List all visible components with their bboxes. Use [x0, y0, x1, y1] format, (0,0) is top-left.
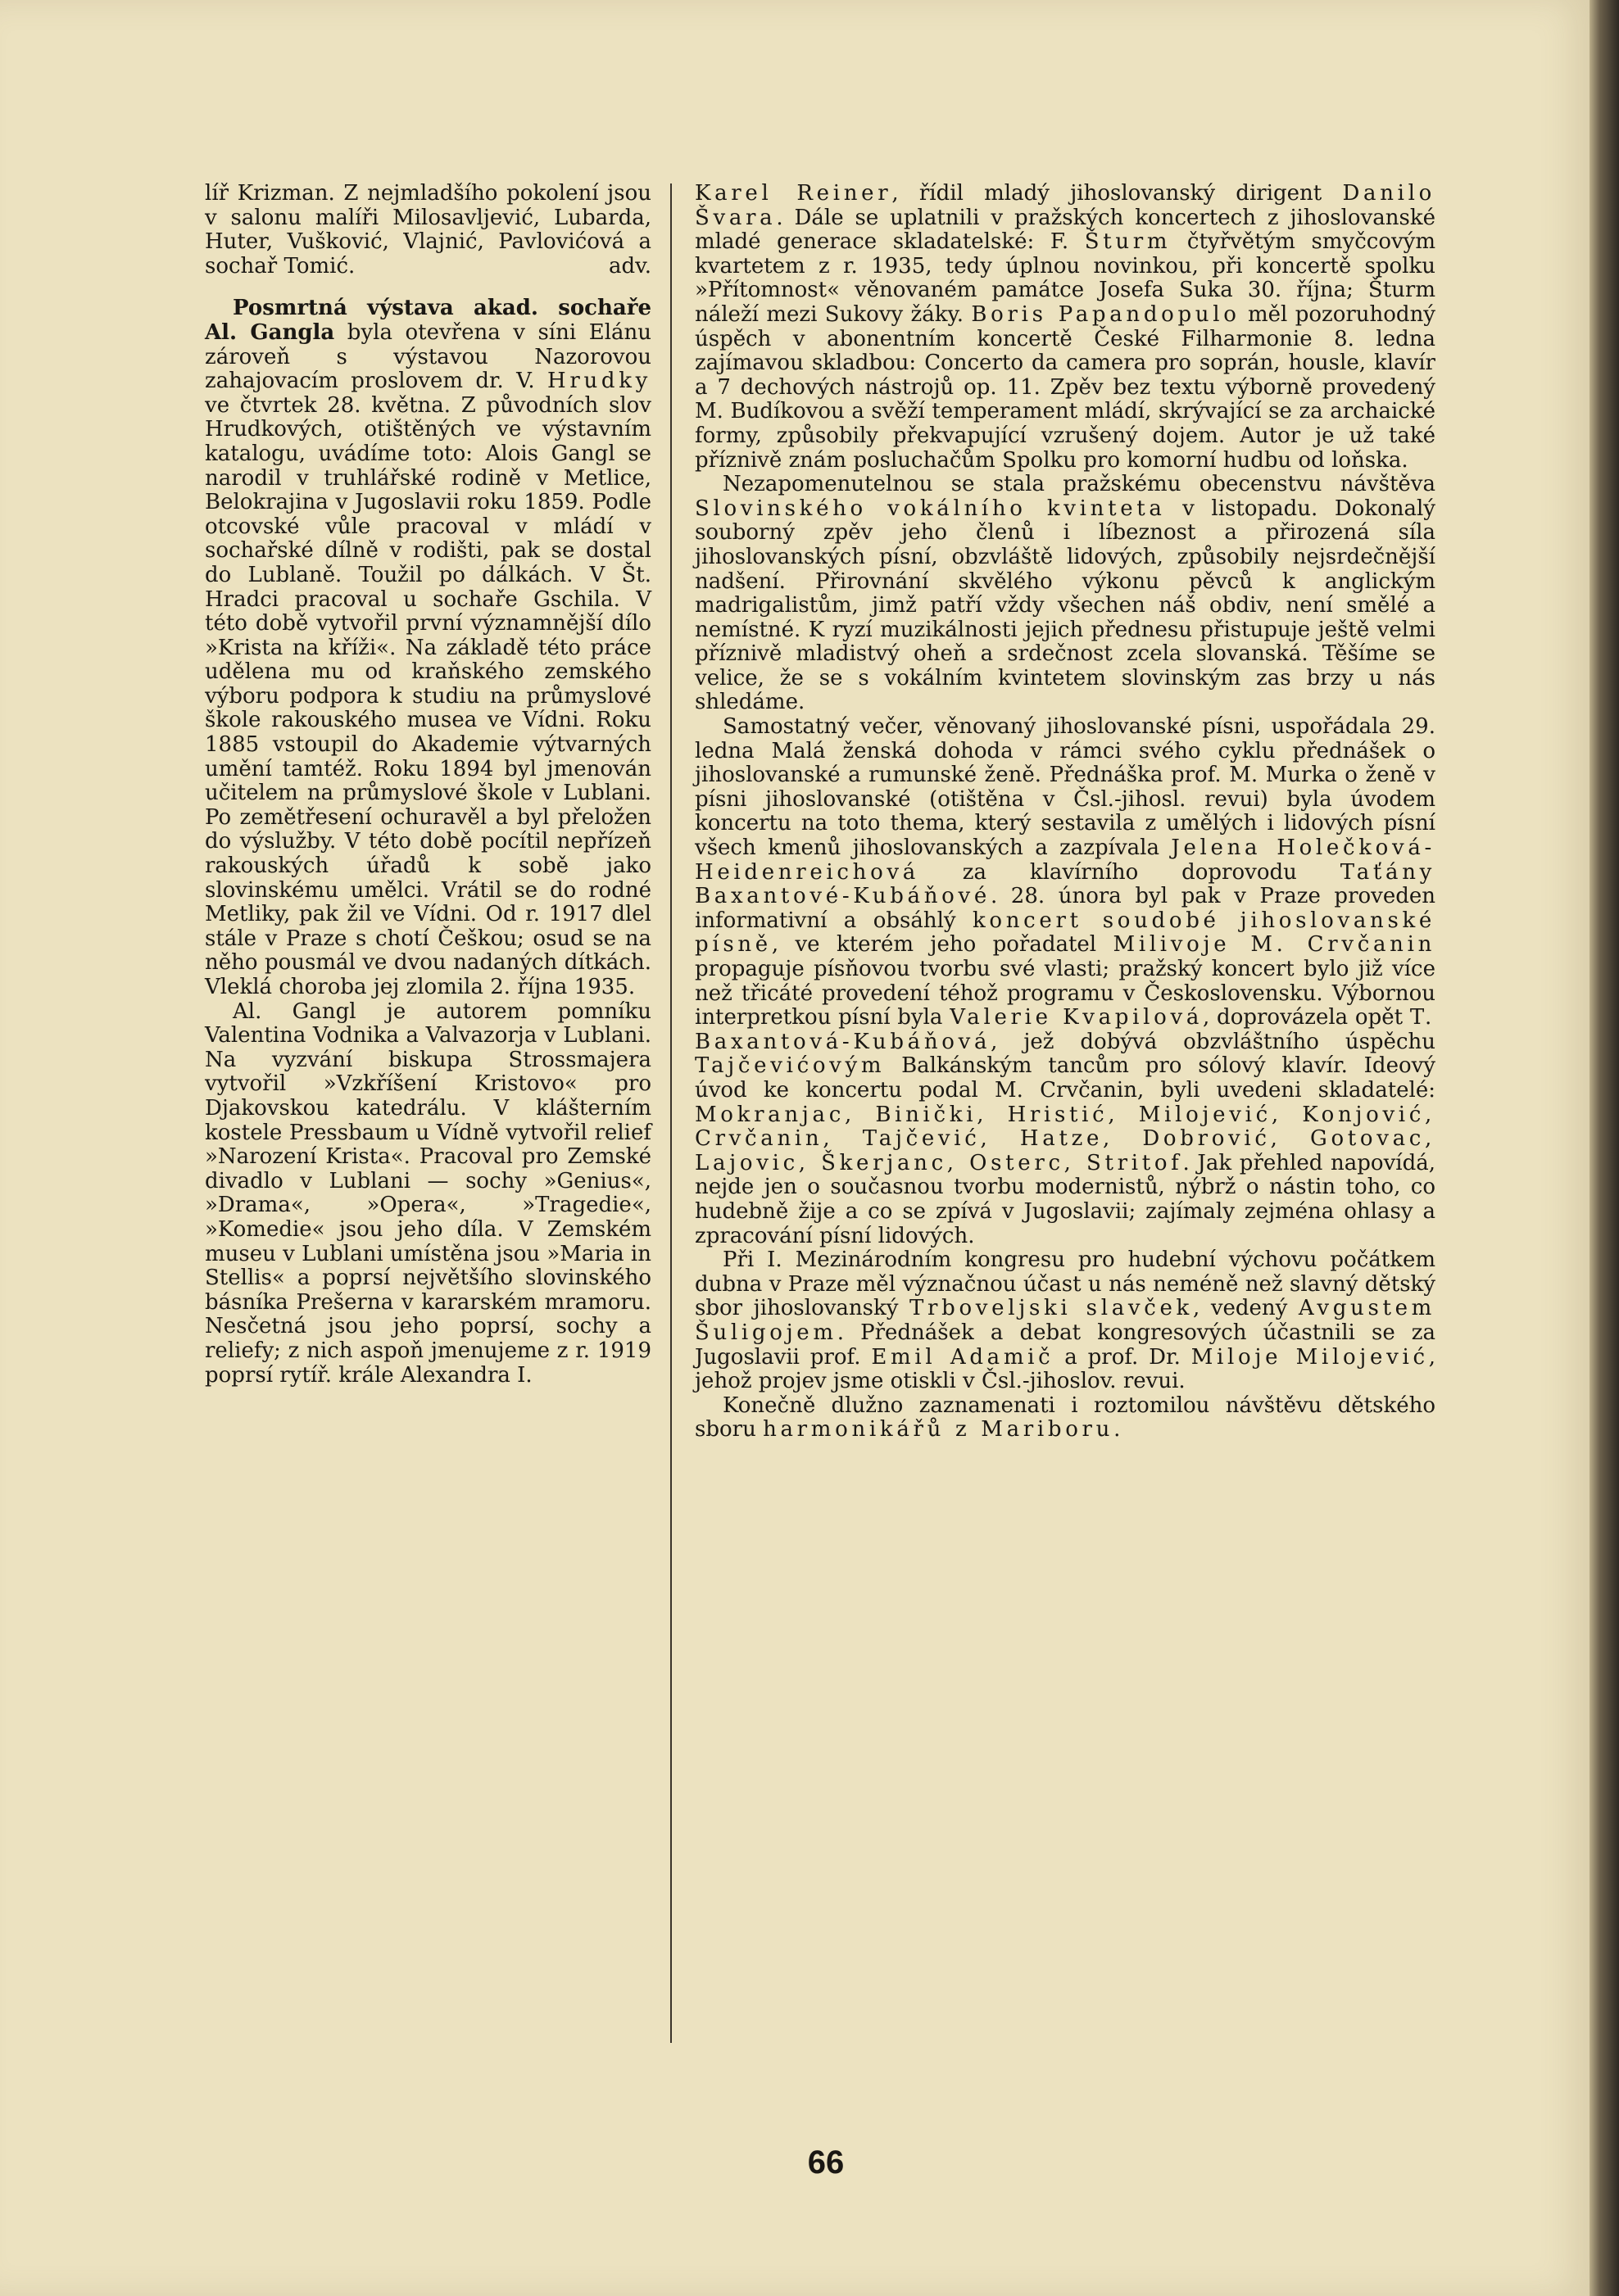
paragraph-song-evening: Samostatný večer, věnovaný jihoslovanské písni, uspořádala 29. ledna Malá ženská dohoda v rámci svého cyklu přednášek o jihoslovanské a rumunské ženě. Přednáška prof. M. Murka o ženě v písni jihoslovanské (otištěna v Čsl.-jihosl. revui) byla úvodem koncertu na toto thema, který sestavila z umělých i lidových písní všech kmenů jihoslovanských a zazpívala Jelena Holečková-Heidenreichová za klavírního doprovodu Taťány Baxantové-Kubáňové. 28. února byl pak v Praze proveden informativní a obsáhlý koncert soudobé jihoslovanské písně, ve kterém jeho pořadatel Milivoje M. Crvčanin propaguje písňovou tvorbu své vlasti; pražský koncert bylo již více než třicáté provedení téhož programu v Československu. Výbornou interpretkou písní byla Valerie Kvapilová, doprovázela opět T. Baxantová-Kubáňová, jež dobývá obzvláštního úspěchu Tajčevićovým Balkánským tancům pro sólový klavír. Ideový úvod ke koncertu podal M. Crvčanin, byli uvedeni skladatelé: Mokranjac, Binički, Hristić, Milojević, Konjović, Crvčanin, Tajčević, Hatze, Dobrović, Gotovac, Lajovic, Škerjanc, Osterc, Stritof. Jak přehled napovídá, nejde jen o současnou tvorbu modernistů, nýbrž o nástin toho, co hudebně žije a co se zpívá v Jugoslavii; zajímaly zejména ohlasy a zpracování písní lidových.	[695, 714, 1436, 1248]
paragraph-gangl-works: Al. Gangl je autorem pomníku Valentina Vodnika a Valvazorja v Lublani. Na vyzvání biskupa Strossmajera vytvořil »Vzkříšení Kristovo« pro Djakovskou katedrálu. V klášterním kostele Pressbaum u Vídně vytvořil relief »Narození Krista«. Pracoval pro Zemské divadlo v Lublani — sochy »Genius«, »Drama«, »Opera«, »Tragedie«, »Komedie« jsou jeho díla. V Zemském museu v Lublani umístěna jsou »Maria in Stellis« a poprsí největšího slovinského básníka Prešerna v kararském mramoru. Nesčetná jsou jeho poprsí, sochy a reliefy; z nich aspoň jmenujeme z r. 1919 poprsí rytíř. krále Alexandra I.	[205, 999, 651, 1388]
page-edge-shadow	[1590, 0, 1619, 2296]
page-number: 66	[807, 2144, 845, 2181]
column-divider	[670, 183, 672, 2043]
right-column	[695, 182, 1435, 1442]
paragraph-gangl-exhibition: Posmrtná výstava akad. sochaře Al. Gangla byla otevřena v síni Elánu zároveň s výstavou Nazorovou zahajovacím proslovem dr. V. Hrudky ve čtvrtek 28. května. Z původních slov Hrudkových, otištěných ve výstavním katalogu, uvádíme toto: Alois Gangl se narodil v truhlářské rodině v Metlice, Belokrajina v Jugoslavii roku 1859. Podle otcovské vůle pracoval v mládí v sochařské dílně v rodišti, pak se dostal do Lublaně. Toužil po dálkách. V Št. Hradci pracoval u sochaře Gschila. V této době vytvořil první významnější dílo »Krista na kříži«. Na základě této práce udělena mu od kraňského zemského výboru podpora k studiu na průmyslové škole rakouského musea ve Vídni. Roku 1885 vstoupil do Akademie výtvarných umění tamtéž. Roku 1894 byl jmenován učitelem na průmyslové škole v Lublani. Po zemětřesení ochuravěl a byl přeložen do výslužby. V této době pocítil nepřízeň rakouských úřadů k sobě jako slovinskému umělci. Vrátil se do rodné Metliky, pak žil ve Vídni. Od r. 1917 dlel stále v Praze s chotí Češkou; osud se na něho pousmál ve dvou nadaných dítkách. Vleklá choroba jej zlomila 2. října 1935.	[205, 296, 651, 999]
left-column	[205, 182, 651, 1388]
paragraph-slovene-quintet: Nezapomenutelnou se stala pražskému obecenstvu návštěva Slovinského vokálního kvinteta v listopadu. Dokonalý souborný zpěv jeho členů i líbeznost a přirozená síla jihoslovanských písní, obzvláště lidových, způsobily nejsrdečnější nadšení. Přirovnání skvělého výkonu pěvců k anglickým madrigalistům, jimž patří vždy všechen náš obdiv, není smělé a nemístné. K ryzí muzikálnosti jejich přednesu přistupuje ještě velmi příznivě mladistvý oheň a srdečnost zcela slovanská. Těšíme se velice, že se s vokálním kvintetem slovinským zas brzy u nás shledáme.	[695, 472, 1435, 715]
author-signature: adv.	[608, 253, 651, 279]
paragraph-concerts: Karel Reiner, řídil mladý jihoslovanský dirigent Danilo Švara. Dále se uplatnili v pražských koncertech z jihoslovanské mladé generace skladatelské: F. Šturm čtyřvětým smyčcovým kvartetem z r. 1935, tedy úplnou novinkou, při koncertě spolku »Přítomnost« věnovaném památce Josefa Suka 30. října; Šturm náleží mezi Sukovy žáky. Boris Papandopulo měl pozoruhodný úspěch v abonentním koncertě České Filharmonie 8. ledna zajímavou skladbou: Concerto da camera pro soprán, housle, klavír a 7 dechových nástrojů op. 11. Zpěv bez textu výborně provedený M. Budíkovou a svěží temperament mládí, skrývající se za archaické formy, způsobily překvapující vzrušený dojem. Autor je už také příznivě znám posluchačům Spolku pro komorní hudbu od loňska.	[695, 181, 1436, 473]
paragraph-maribor-choir: Konečně dlužno zaznamenati i roztomilou návštěvu dětského sboru harmonikářů z Mariboru.	[695, 1393, 1435, 1442]
paragraph-music-congress: Při I. Mezinárodním kongresu pro hudební výchovu počátkem dubna v Praze měl význačnou účast u nás neméně než slavný dětský sbor jihoslovanský Trboveljski slavček, vedený Avgustem Šuligojem. Přednášek a debat kongresových účastnili se za Jugoslavii prof. Emil Adamič a prof. Dr. Miloje Milojević, jehož projev jsme otiskli v Čsl.-jihoslov. revui.	[695, 1248, 1435, 1394]
section-heading: Posmrtná výstava akad. sochaře Al. Gangla	[205, 296, 651, 345]
paragraph-salon: líř Krizman. Z nejmladšího pokolení jsou v salonu malíři Milosavljević, Lubarda, Huter, Vušković, Vlajnić, Pavlovićová a sochař Tomić. adv.	[205, 181, 651, 279]
